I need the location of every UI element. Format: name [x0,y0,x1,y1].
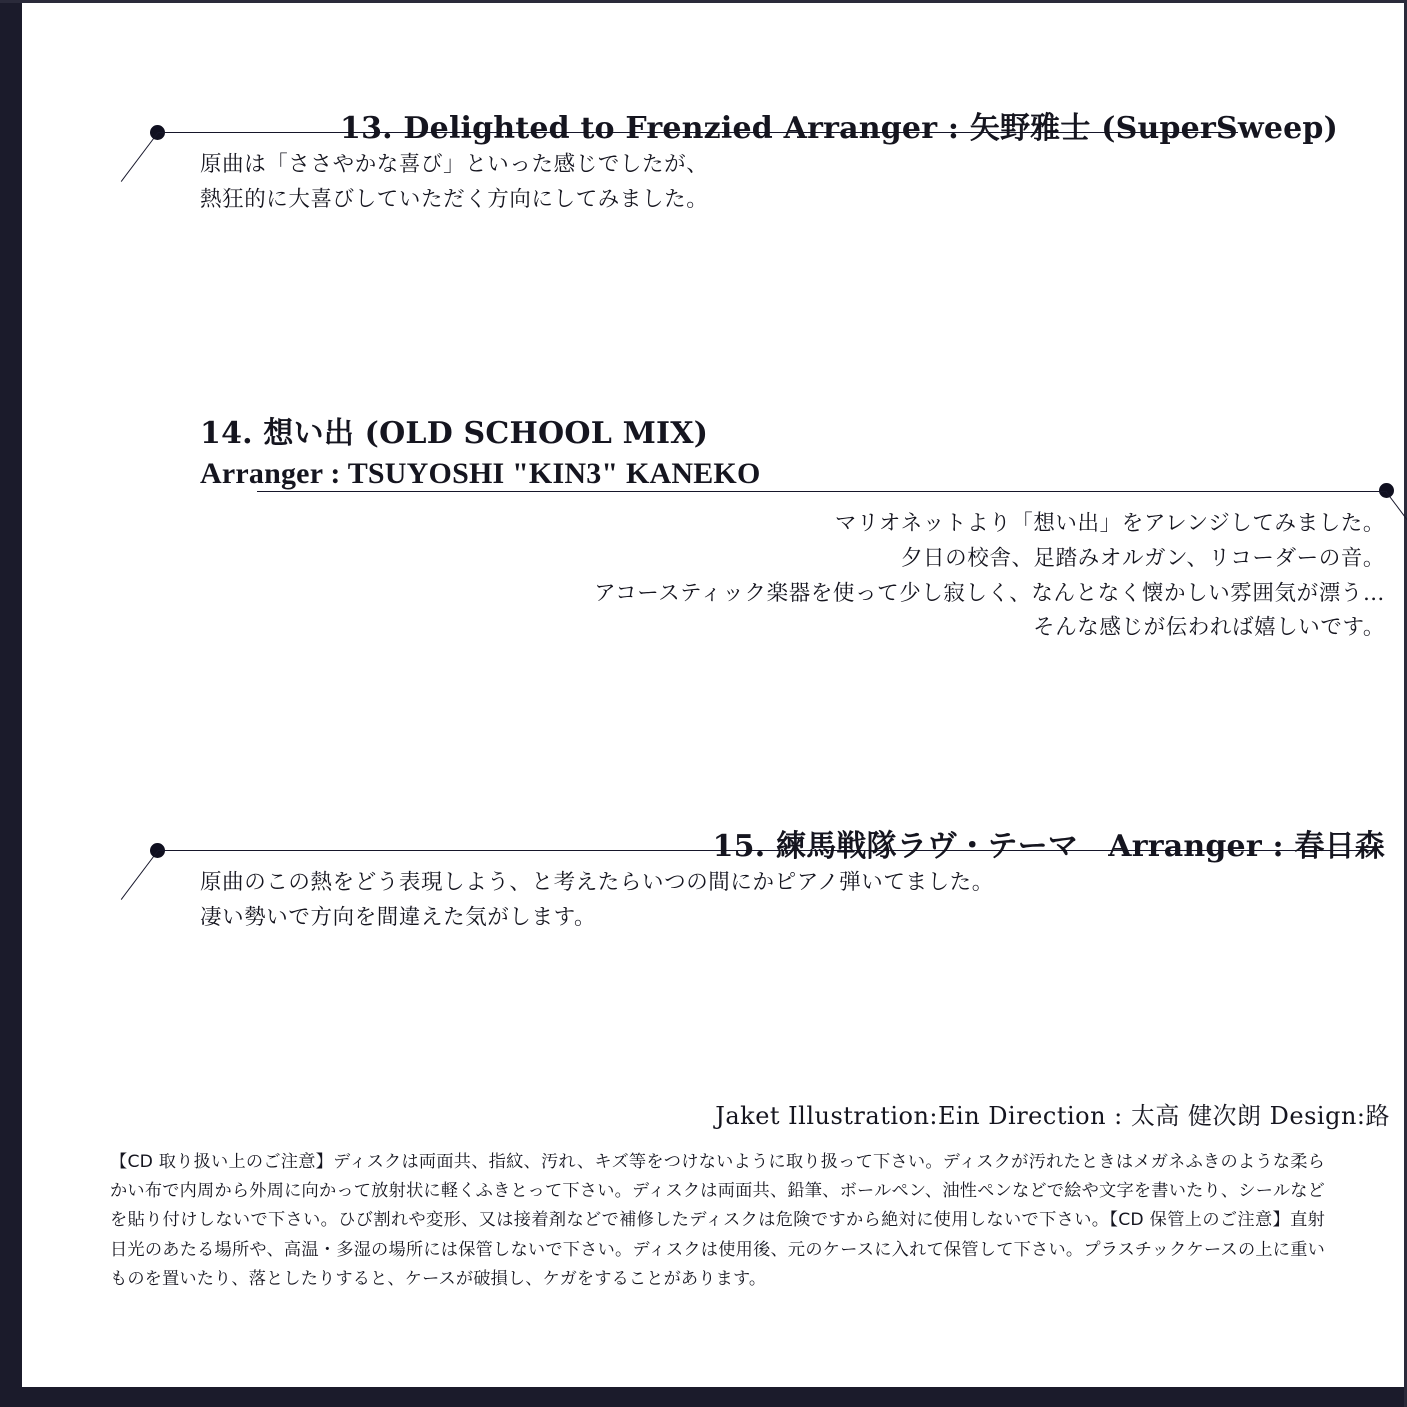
page-bottom-edge [0,1387,1407,1407]
track-title: 15. 練馬戦隊ラヴ・テーマ Arranger : 春日森 [712,829,1385,864]
track-title: 13. Delighted to Frenzied Arranger : 矢野雅士 (SuperSweep) [340,111,1339,146]
track-description [594,507,1385,646]
page-left-edge [0,0,22,1407]
track-description-line: 夕日の校舎、足踏みオルガン、リコーダーの音。 [900,545,1385,571]
track-description-line: 熱狂的に大喜びしていただく方向にしてみました。 [200,186,709,212]
track-title-line-2: Arranger : TSUYOSHI "KIN3" KANEKO [200,457,761,490]
track-description-line: そんな感じが伝われば嬉しいです。 [1033,615,1385,641]
tick-line [121,132,159,182]
tick-line [121,850,159,900]
track-description-line: 原曲のこの熱をどう表現しよう、と考えたらいつの間にかピアノ弾いてました。 [200,870,994,895]
track-description [200,148,708,218]
handling-notice-text: 【CD 取り扱い上のご注意】ディスクは両面共、指紋、汚れ、キズ等をつけないように取り扱って下さい。ディスクが汚れたときはメガネふきのような柔らかい布で内周から外周に向かって放射状に軽くふきとって下さい。ディスクは両面共、鉛筆、ボールペン、油性ペンなどで絵や文字を書いたり、シールなどを貼り付けしないで下さい。ひび割れや変形、又は接着剤などで補修したディスクは危険ですから絶対に使用しないで下さい。【CD 保管上のご注意】直射日光のあたる場所や、高温・多湿の場所には保管しないで下さい。ディスクは使用後、元のケースに入れて保管して下さい。プラスチックケースの上に重いものを置いたり、落としたりすると、ケースが破損し、ケガをすることがあります。 [110,1152,1325,1289]
track-description-line: 原曲は「ささやかな喜び」といった感じでしたが、 [200,152,709,177]
page-top-edge [0,0,1407,3]
track-title-line-1: 14. 想い出 (OLD SCHOOL MIX) [200,416,709,451]
credits-line: Jaket Illustration:Ein Direction : 太高 健次朗 Design:路 [715,1102,1390,1130]
track-description-line: アコースティック楽器を使って少し寂しく、なんとなく懐かしい雰囲気が漂う… [594,580,1385,606]
track-description-line: マリオネットより「想い出」をアレンジしてみました。 [834,511,1385,536]
track-description [200,866,994,936]
track-description-line: 凄い勢いで方向を間違えた気がします。 [200,904,597,930]
